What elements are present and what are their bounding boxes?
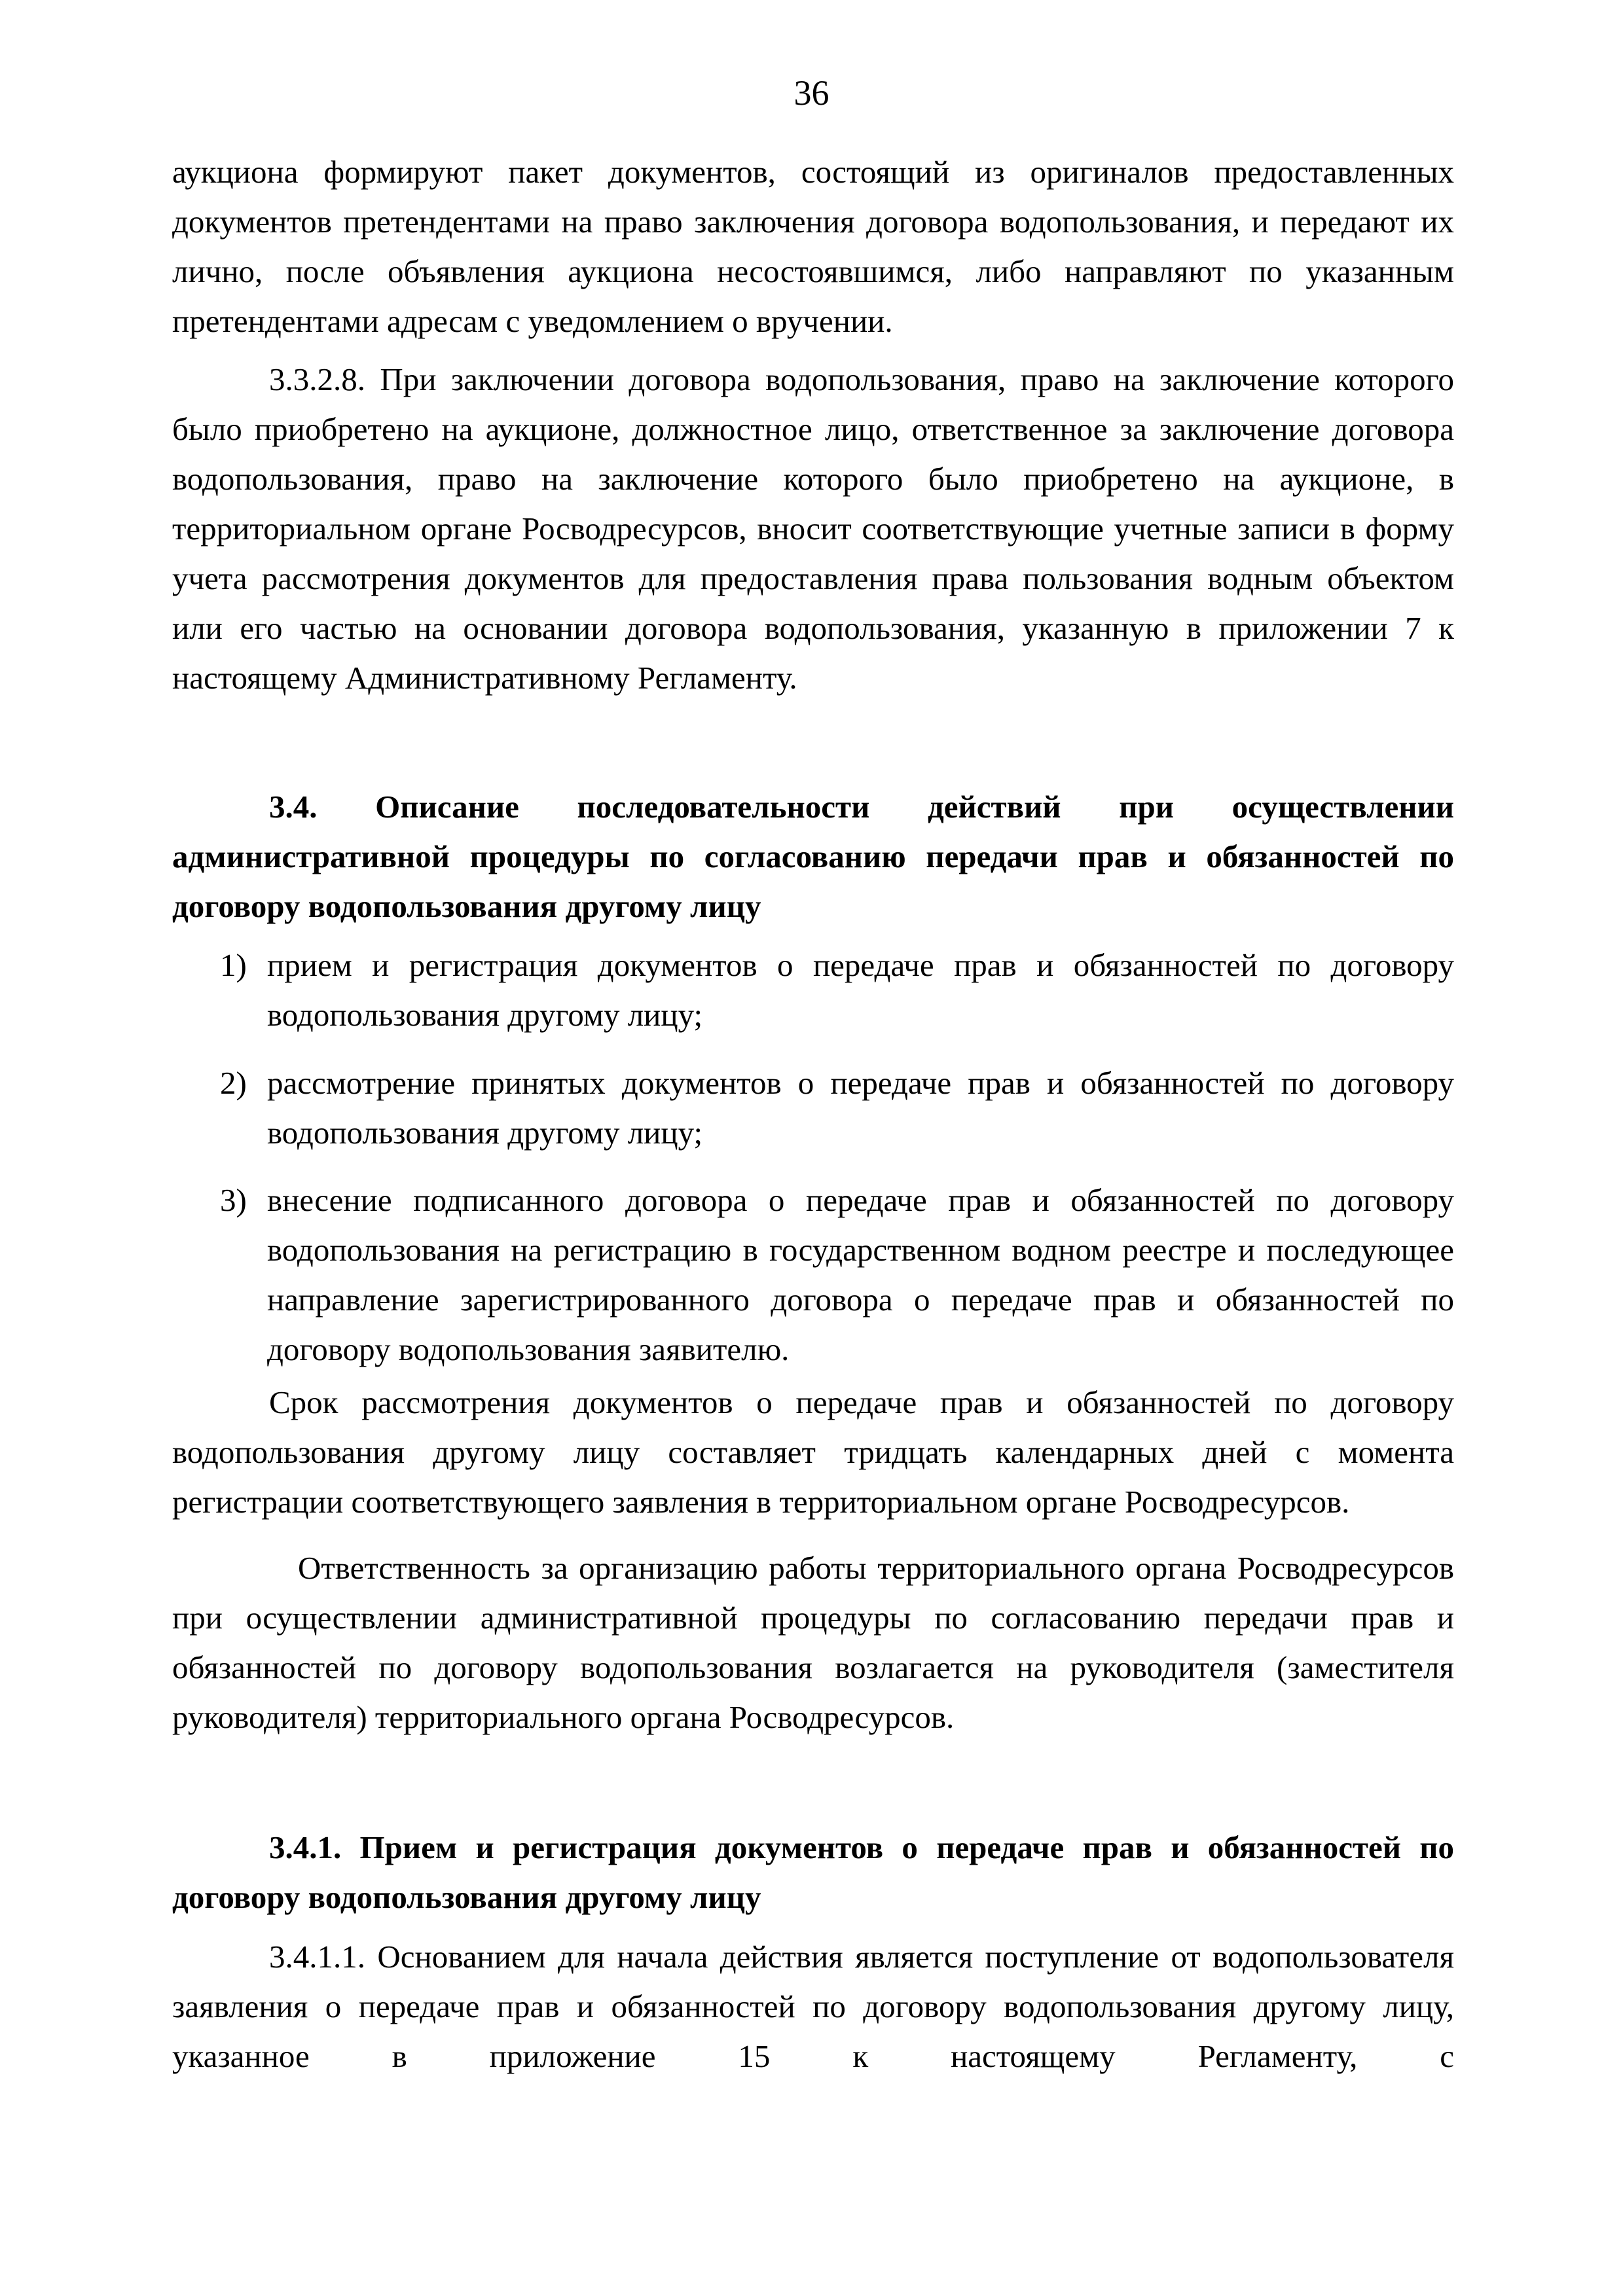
paragraph-responsibility: Ответственность за организацию работы территориального органа Росводресурсов при осуществлении административной процедуры по согласованию передачи прав и обязанностей по договору водопользования возлагается на руководителя (заместителя руководителя) территориального органа Росводресурсов. [172, 1550, 1454, 1735]
paragraph-review-period: Срок рассмотрения документов о передаче прав и обязанностей по договору водопользования другому лицу составляет тридцать календарных дней с момента регистрации соответствующего заявления в территориальном органе Росводресурсов. [172, 1384, 1454, 1520]
list-number: 3) [220, 1182, 247, 1218]
page-number: 36 [793, 73, 830, 113]
paragraph-3-3-2-8: 3.3.2.8. При заключении договора водопользования, право на заключение которого было приобретено на аукционе, должностное лицо, ответственное за заключение договора водопользования, право на заключение которого было приобретено на аукционе, в территориальном органе Росводресурсов, вносит соответствующие учетные записи в форму учета рассмотрения документов для предоставления права пользования водным объектом или его частью на основании договора водопользования, указанную в приложении 7 к настоящему Административному Регламенту. [172, 361, 1454, 696]
list-item [220, 1058, 1454, 1158]
list-item-text: рассмотрение принятых документов о передаче прав и обязанностей по договору водопользования другому лицу; [267, 1065, 1454, 1151]
list-item-text: внесение подписанного договора о передаче прав и обязанностей по договору водопользования на регистрацию в государственном водном реестре и последующее направление зарегистрированного договора о передаче прав и обязанностей по договору водопользования заявителю. [267, 1182, 1454, 1367]
list-item-text: прием и регистрация документов о передаче прав и обязанностей по договору водопользования другому лицу; [267, 947, 1454, 1033]
list-item [220, 1175, 1454, 1374]
list-number: 2) [220, 1065, 247, 1101]
heading-3-4-1: 3.4.1. Прием и регистрация документов о передаче прав и обязанностей по договору водопользования другому лицу [172, 1829, 1454, 1915]
heading-3-4: 3.4. Описание последовательности действий при осуществлении административной процедуры по согласованию передачи прав и обязанностей по договору водопользования другому лицу [172, 789, 1454, 924]
list-number: 1) [220, 947, 247, 983]
paragraph-auction-documents: аукциона формируют пакет документов, состоящий из оригиналов предоставленных документов претендентами на право заключения договора водопользования, и передают их лично, после объявления аукциона несостоявшимся, либо направляют по указанным претендентами адресам с уведомлением о вручении. [172, 154, 1454, 339]
paragraph-3-4-1-1: 3.4.1.1. Основанием для начала действия является поступление от водопользователя заявления о передаче прав и обязанностей по договору водопользования другому лицу, указанное в приложение 15 к настоящему Регламенту, с [172, 1939, 1454, 2074]
list-item [220, 941, 1454, 1040]
